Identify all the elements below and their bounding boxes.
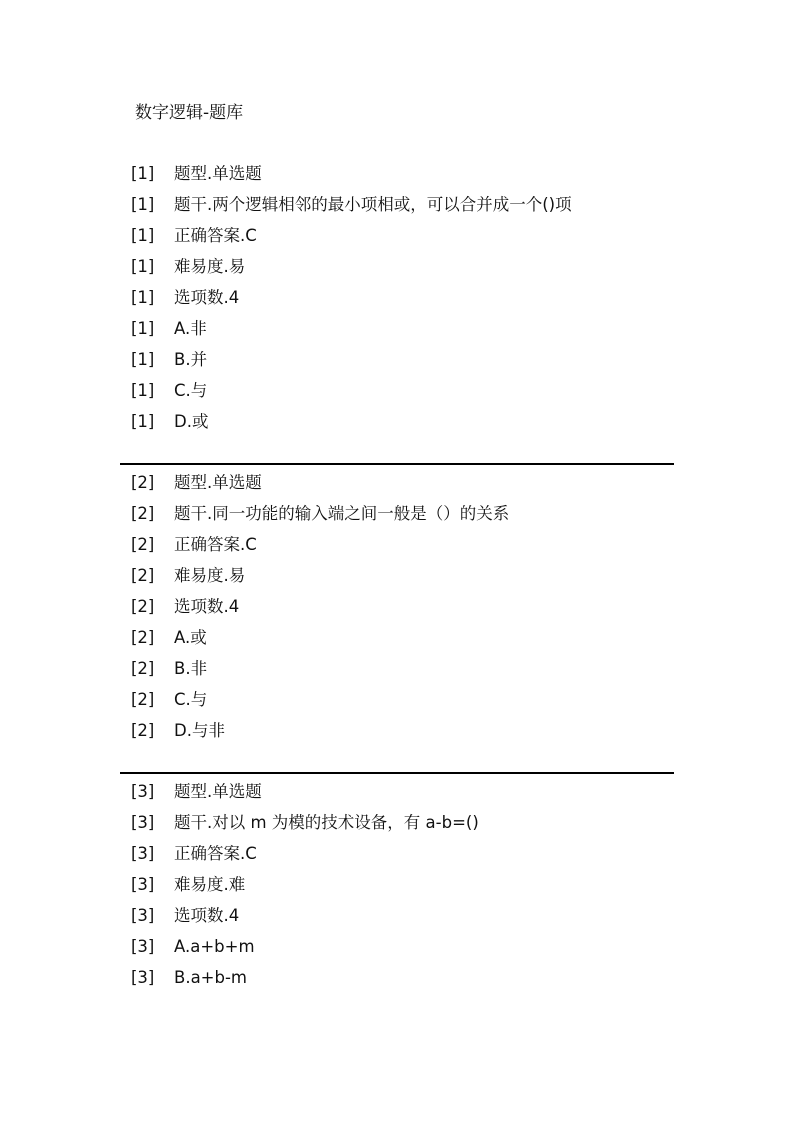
question-number: [3] bbox=[131, 813, 155, 832]
question-number: [2] bbox=[131, 535, 155, 554]
line-text: 正确答案.C bbox=[174, 226, 257, 245]
line-text: 题干.同一功能的输入端之间一般是（）的关系 bbox=[174, 504, 510, 523]
line-text: 难易度.易 bbox=[174, 257, 246, 276]
question-number: [3] bbox=[131, 875, 155, 894]
question-number: [2] bbox=[131, 566, 155, 585]
line-text: B.a+b-m bbox=[174, 968, 248, 987]
divider bbox=[120, 463, 674, 465]
question-number: [3] bbox=[131, 782, 155, 801]
question-number: [3] bbox=[131, 844, 155, 863]
question-number: [2] bbox=[131, 628, 155, 647]
line-text: D.与非 bbox=[174, 721, 225, 740]
line-text: D.或 bbox=[174, 412, 209, 431]
line-text: 题型.单选题 bbox=[174, 473, 262, 492]
line-text: A.或 bbox=[174, 628, 207, 647]
question-number: [2] bbox=[131, 721, 155, 740]
question-number: [2] bbox=[131, 597, 155, 616]
document-title: 数字逻辑-题库 bbox=[135, 103, 244, 123]
line-text: 选项数.4 bbox=[174, 906, 240, 925]
line-text: 题干.对以 m 为模的技术设备，有 a-b=() bbox=[174, 813, 479, 832]
line-text: 正确答案.C bbox=[174, 844, 257, 863]
line-text: 题型.单选题 bbox=[174, 782, 262, 801]
question-number: [1] bbox=[131, 164, 155, 183]
line-text: C.与 bbox=[174, 381, 208, 400]
line-text: B.非 bbox=[174, 659, 208, 678]
question-number: [1] bbox=[131, 226, 155, 245]
line-text: 正确答案.C bbox=[174, 535, 257, 554]
question-number: [1] bbox=[131, 381, 155, 400]
line-text: 选项数.4 bbox=[174, 288, 240, 307]
question-number: [2] bbox=[131, 659, 155, 678]
question-number: [1] bbox=[131, 195, 155, 214]
line-text: 难易度.难 bbox=[174, 875, 246, 894]
question-number: [2] bbox=[131, 504, 155, 523]
line-text: B.并 bbox=[174, 350, 208, 369]
line-text: A.非 bbox=[174, 319, 207, 338]
line-text: A.a+b+m bbox=[174, 937, 255, 956]
line-text: 题型.单选题 bbox=[174, 164, 262, 183]
line-text: 难易度.易 bbox=[174, 566, 246, 585]
line-text: 题干.两个逻辑相邻的最小项相或，可以合并成一个()项 bbox=[174, 195, 572, 214]
question-number: [3] bbox=[131, 906, 155, 925]
question-number: [2] bbox=[131, 473, 155, 492]
question-number: [1] bbox=[131, 257, 155, 276]
line-text: 选项数.4 bbox=[174, 597, 240, 616]
question-number: [3] bbox=[131, 968, 155, 987]
divider bbox=[120, 772, 674, 774]
question-number: [2] bbox=[131, 690, 155, 709]
question-number: [3] bbox=[131, 937, 155, 956]
question-number: [1] bbox=[131, 412, 155, 431]
question-number: [1] bbox=[131, 319, 155, 338]
line-text: C.与 bbox=[174, 690, 208, 709]
question-number: [1] bbox=[131, 288, 155, 307]
question-number: [1] bbox=[131, 350, 155, 369]
